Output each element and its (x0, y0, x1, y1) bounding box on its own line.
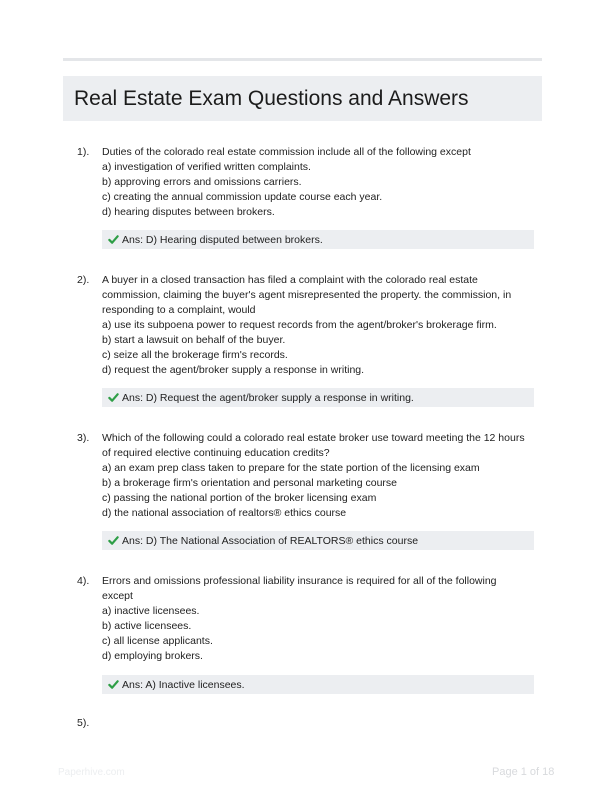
question-line: Which of the following could a colorado real estate broker use toward meeting the 12 hours (102, 432, 525, 444)
option-d: d) employing brokers. (102, 650, 203, 662)
option-a: a) use its subpoena power to request records from the agent/broker's brokerage firm. (102, 319, 497, 331)
check-icon (108, 535, 119, 546)
question-number: 1). (77, 146, 90, 158)
answer-text: Ans: D) Hearing disputed between brokers. (122, 233, 323, 246)
question-line: commission, claiming the buyer's agent misrepresented the property. the commission, in (102, 289, 512, 301)
footer-site: Paperhive.com (58, 767, 125, 778)
option-a: a) an exam prep class taken to prepare for the state portion of the licensing exam (102, 462, 480, 474)
question-number: 5). (77, 717, 90, 729)
title-bar (63, 76, 542, 121)
option-b: b) approving errors and omissions carriers. (102, 176, 302, 188)
question-text (102, 273, 542, 378)
question-number: 3). (77, 432, 90, 444)
option-b: b) a brokerage firm's orientation and personal marketing course (102, 477, 397, 489)
check-icon (108, 679, 119, 690)
question-line: except (102, 590, 133, 602)
question-line: A buyer in a closed transaction has filed a complaint with the colorado real estate (102, 274, 478, 286)
option-c: c) seize all the brokerage firm's records. (102, 349, 288, 361)
option-d: d) the national association of realtors® ethics course (102, 507, 347, 519)
answer-box (102, 531, 534, 550)
option-b: b) active licensees. (102, 620, 192, 632)
answer-box (102, 388, 534, 407)
option-b: b) start a lawsuit on behalf of the buyer. (102, 334, 286, 346)
check-icon (108, 392, 119, 403)
question-line: Duties of the colorado real estate commission include all of the following except (102, 146, 471, 158)
question-line: Errors and omissions professional liability insurance is required for all of the following (102, 575, 497, 587)
answer-box (102, 675, 534, 694)
answer-box (102, 230, 534, 249)
option-d: d) hearing disputes between brokers. (102, 206, 275, 218)
option-a: a) inactive licensees. (102, 605, 200, 617)
question-text (102, 431, 542, 521)
answer-text: Ans: A) Inactive licensees. (122, 678, 245, 691)
option-d: d) request the agent/broker supply a response in writing. (102, 364, 365, 376)
question-text (102, 145, 542, 220)
answer-text: Ans: D) The National Association of REALTORS® ethics course (122, 534, 419, 547)
check-icon (108, 234, 119, 245)
document-title: Real Estate Exam Questions and Answers (74, 86, 469, 110)
page-indicator: Page 1 of 18 (492, 766, 555, 778)
question-text (102, 574, 542, 664)
option-c: c) all license applicants. (102, 635, 213, 647)
question-number: 2). (77, 274, 90, 286)
option-c: c) creating the annual commission update course each year. (102, 191, 383, 203)
question-line: responding to a complaint, would (102, 304, 256, 316)
answer-text: Ans: D) Request the agent/broker supply a response in writing. (122, 391, 414, 404)
option-a: a) investigation of verified written complaints. (102, 161, 311, 173)
question-number: 4). (77, 575, 90, 587)
question-line: of required elective continuing education credits? (102, 447, 330, 459)
option-c: c) passing the national portion of the broker licensing exam (102, 492, 377, 504)
top-divider (63, 58, 542, 61)
